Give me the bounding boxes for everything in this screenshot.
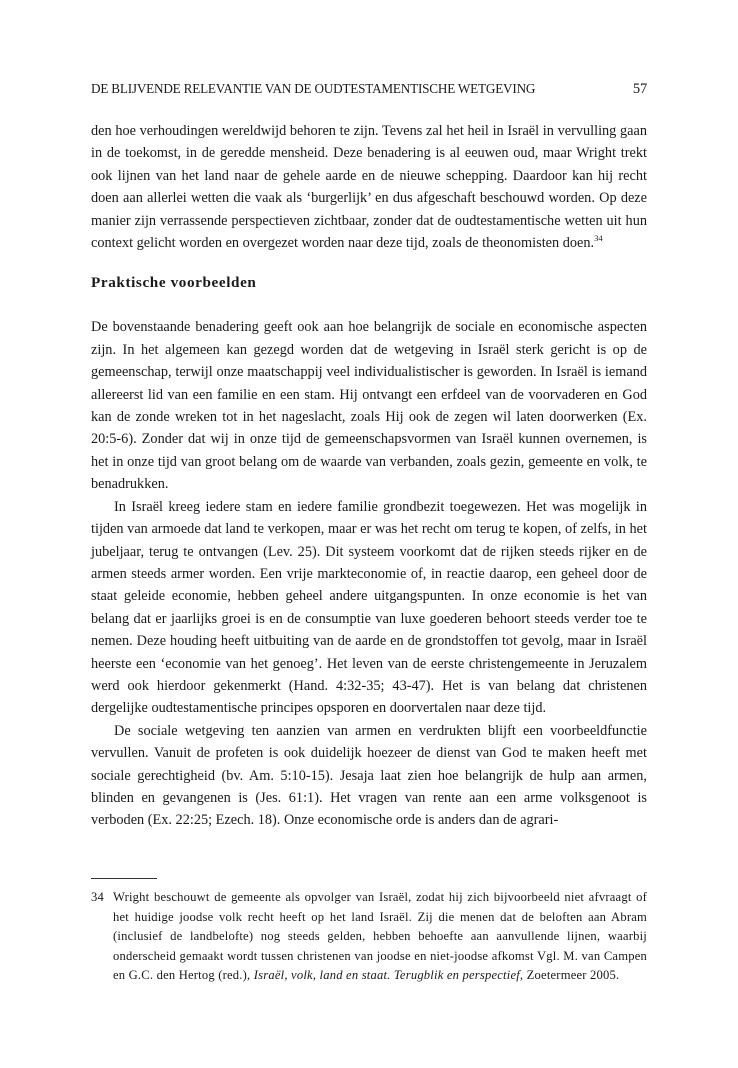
- main-text: [91, 120, 647, 832]
- paragraph: [91, 120, 647, 254]
- footnote-number: 34: [91, 890, 104, 904]
- running-head: [91, 79, 647, 99]
- running-head-title: DE BLIJVENDE RELEVANTIE VAN DE OUDTESTAMENTISCHE WETGEVING: [91, 81, 536, 96]
- paragraph: In Israël kreeg iedere stam en iedere familie grondbezit toegewezen. Het was mogelijk in tijden van armoede dat land te verkopen, maar er was het recht om terug te kopen, of zelfs, in het jubeljaar, terug te ontvangen (Lev. 25). Dit systeem voorkomt dat de rijken steeds rijker en de armen steeds armer worden. Een vrije markteconomie of, in reactie daarop, een geheel door de staat geleide economie, hebben geheel andere uitgangspunten. In onze economie is het van belang dat er jaarlijks groei is en de consumptie van luxe goederen behoort steeds verder toe te nemen. Deze houding heeft uitbuiting van de aarde en de grondstoffen tot gevolg, maar in Israël heerste een ‘economie van het genoeg’. Het leven van de eerste christengemeente in Jeruzalem werd ook hierdoor gekenmerkt (Hand. 4:32-35; 43-47). Het is van belang dat christenen dergelijke oudtestamentische principes opsporen en doorvertalen naar deze tijd.: [91, 498, 647, 717]
- footnote-cited-title: Israël, volk, land en staat. Terugblik en perspectief,: [253, 968, 524, 983]
- footnote-text: [113, 888, 647, 986]
- book-page: [91, 0, 647, 1068]
- section-heading: Praktische voorbeelden: [91, 274, 257, 292]
- footnote-text-part: Wright beschouwt de gemeente als opvolger van Israël, zodat hij zich bijvoorbeeld niet afvraagt of het huidige joodse volk recht heeft op het land Israël. Zij die menen dat de beloften aan Abram (inclusief de landbelofte) nog steeds gelden, hebben behoefte aan aanvullende lijnen, waarbij onderscheid gemaakt wordt tussen christenen van joodse en niet-joodse afkomst Vgl. M. van Campen en G.C. den Hertog (red.),: [113, 890, 647, 983]
- footnote-reference[interactable]: 34: [594, 233, 603, 244]
- footnote-divider: [91, 878, 157, 879]
- page-number: 57: [632, 81, 647, 97]
- footnote: [91, 888, 647, 986]
- footnote-text-part: Zoetermeer 2005.: [526, 968, 620, 983]
- paragraph: De bovenstaande benadering geeft ook aan hoe belangrijk de sociale en economische aspecten zijn. In het algemeen kan gezegd worden dat de wetgeving in Israël sterk gericht is op de gemeenschap, terwijl onze maatschappij veel individualistischer is geworden. In Israël is iemand allereerst lid van een familie en een stam. Hij ontvangt een erfdeel van de voorvaderen en God kan de zonde wreken tot in het nageslacht, zoals Hij ook de zegen wil laten doorwerken (Ex. 20:5-6). Zonder dat wij in onze tijd de gemeenschapsvormen van Israël kunnen overnemen, is het in onze tijd van groot belang om de waarde van verbanden, zoals gezin, gemeente en volk, te benadrukken.: [91, 319, 647, 493]
- paragraph: De sociale wetgeving ten aanzien van armen en verdrukten blijft een voorbeeldfunctie vervullen. Vanuit de profeten is ook duidelijk hoezeer de dienst van God te maken heeft met sociale gerechtigheid (bv. Am. 5:10-15). Jesaja laat zien hoe belangrijk de hulp aan armen, blinden en gevangenen is (Jes. 61:1). Het vragen van rente aan een arme volksgenoot is verboden (Ex. 22:25; Ezech. 18). Onze economische orde is anders dan de agrari-: [91, 722, 647, 829]
- paragraph-text: den hoe verhoudingen wereldwijd behoren te zijn. Tevens zal het heil in Israël in vervulling gaan in de toekomst, in de geredde mensheid. Deze benadering is al eeuwen oud, maar Wright trekt ook lijnen van het land naar de gehele aarde en de nieuwe schepping. Daardoor kan hij recht doen aan allerlei wetten die vaak als ‘burgerlijk’ en dus afgeschaft beschouwd worden. Op deze manier zijn verrassende perspectieven zichtbaar, zonder dat de oudtestamentische wetten uit hun context gelicht worden en overgezet worden naar deze tijd, zoals de theonomisten doen.: [91, 123, 647, 252]
